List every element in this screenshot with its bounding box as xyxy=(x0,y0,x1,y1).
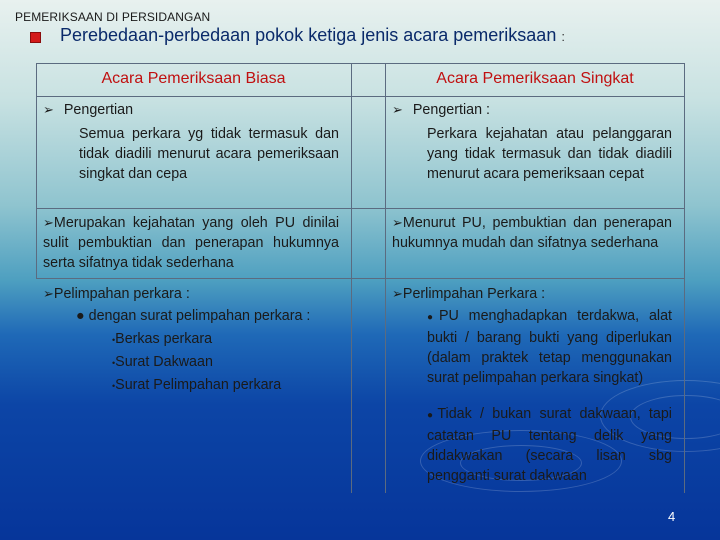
arrow-bullet-icon: ➢ xyxy=(392,215,403,230)
row3-left-item: Surat Dakwaan xyxy=(115,354,213,370)
header-bottom-border xyxy=(36,96,684,97)
list-item xyxy=(112,352,342,373)
dot-bullet-icon: ● xyxy=(427,410,438,421)
small-bullet-icon: • xyxy=(112,381,116,391)
row1-right-title-line xyxy=(392,100,682,120)
list-item xyxy=(112,329,342,350)
row2-left-cell xyxy=(43,213,339,273)
column-header-singkat: Acara Pemeriksaan Singkat xyxy=(436,70,634,87)
row3-right-title: Perlimpahan Perkara : xyxy=(402,286,546,302)
arrow-bullet-icon: ➢ xyxy=(43,102,54,117)
arrow-bullet-icon: ➢ xyxy=(43,215,54,230)
row3-right-title-line xyxy=(392,284,682,304)
row1-right-text: Perkara kejahatan atau pelanggaran yang tidak termasuk dan tidak diadili menurut acara pemeriksaan cepat xyxy=(427,126,672,182)
row1-left-text: Semua perkara yg tidak termasuk dan tidak diadili menurut acara pemeriksaan singkat dan cepa xyxy=(79,126,339,182)
row2-right-text: Menurut PU, pembuktian dan penerapan hukumnya mudah dan sifatnya sederhana xyxy=(392,215,672,251)
row3-left-title: Pelimpahan perkara : xyxy=(53,286,190,302)
arrow-bullet-icon: ➢ xyxy=(392,286,403,301)
row1-left-title: Pengertian xyxy=(63,102,134,118)
table-middle-right-border xyxy=(385,63,386,493)
row3-right-point2 xyxy=(427,404,672,486)
small-bullet-icon: • xyxy=(112,335,116,345)
slide-section-title: PEMERIKSAAN DI PERSIDANGAN xyxy=(15,10,211,24)
table-middle-left-border xyxy=(351,63,352,493)
row3-right-point2-text: Tidak / bukan surat dakwaan, tapi catatan PU tentang delik yang didakwakan (secara lisan sbg pengganti surat dakwaan xyxy=(427,406,672,484)
row3-left-item: Berkas perkara xyxy=(115,331,213,347)
slide-heading xyxy=(60,25,565,46)
row2-right-cell xyxy=(392,213,672,253)
heading-colon: : xyxy=(561,29,565,44)
row1-left-title-line xyxy=(43,100,343,120)
small-bullet-icon: • xyxy=(112,358,116,368)
row3-right-point1-text: PU menghadapkan terdakwa, alat bukti / barang bukti yang diperlukan (dalam praktek tetap menggunakan surat pelimpahan perkara singkat) xyxy=(427,308,672,386)
row1-bottom-border xyxy=(36,208,684,209)
arrow-bullet-icon: ➢ xyxy=(43,286,54,301)
row1-right-title: Pengertian : xyxy=(412,102,490,118)
row3-left-item: Surat Pelimpahan perkara xyxy=(115,377,282,393)
dot-bullet-icon: ● xyxy=(76,308,85,324)
table-right-border xyxy=(684,63,685,493)
row3-left-title-line xyxy=(43,284,343,304)
list-item xyxy=(112,375,342,396)
heading-text: Perebedaan-perbedaan pokok ketiga jenis acara pemeriksaan xyxy=(60,25,557,45)
row3-left-sub: dengan surat pelimpahan perkara : xyxy=(88,308,311,324)
row3-right-point1 xyxy=(427,306,672,388)
row3-left-sub-line xyxy=(76,306,346,326)
arrow-bullet-icon: ➢ xyxy=(392,102,403,117)
dot-bullet-icon: ● xyxy=(427,312,439,323)
red-square-bullet-icon xyxy=(30,32,41,43)
table-top-border xyxy=(36,63,684,64)
page-number: 4 xyxy=(668,509,676,524)
column-header-biasa: Acara Pemeriksaan Biasa xyxy=(101,70,286,87)
table-left-border xyxy=(36,63,37,278)
row2-bottom-border xyxy=(36,278,684,279)
row2-left-text: Merupakan kejahatan yang oleh PU dinilai sulit pembuktian dan penerapan hukumnya serta sifatnya tidak sederhana xyxy=(43,215,339,271)
